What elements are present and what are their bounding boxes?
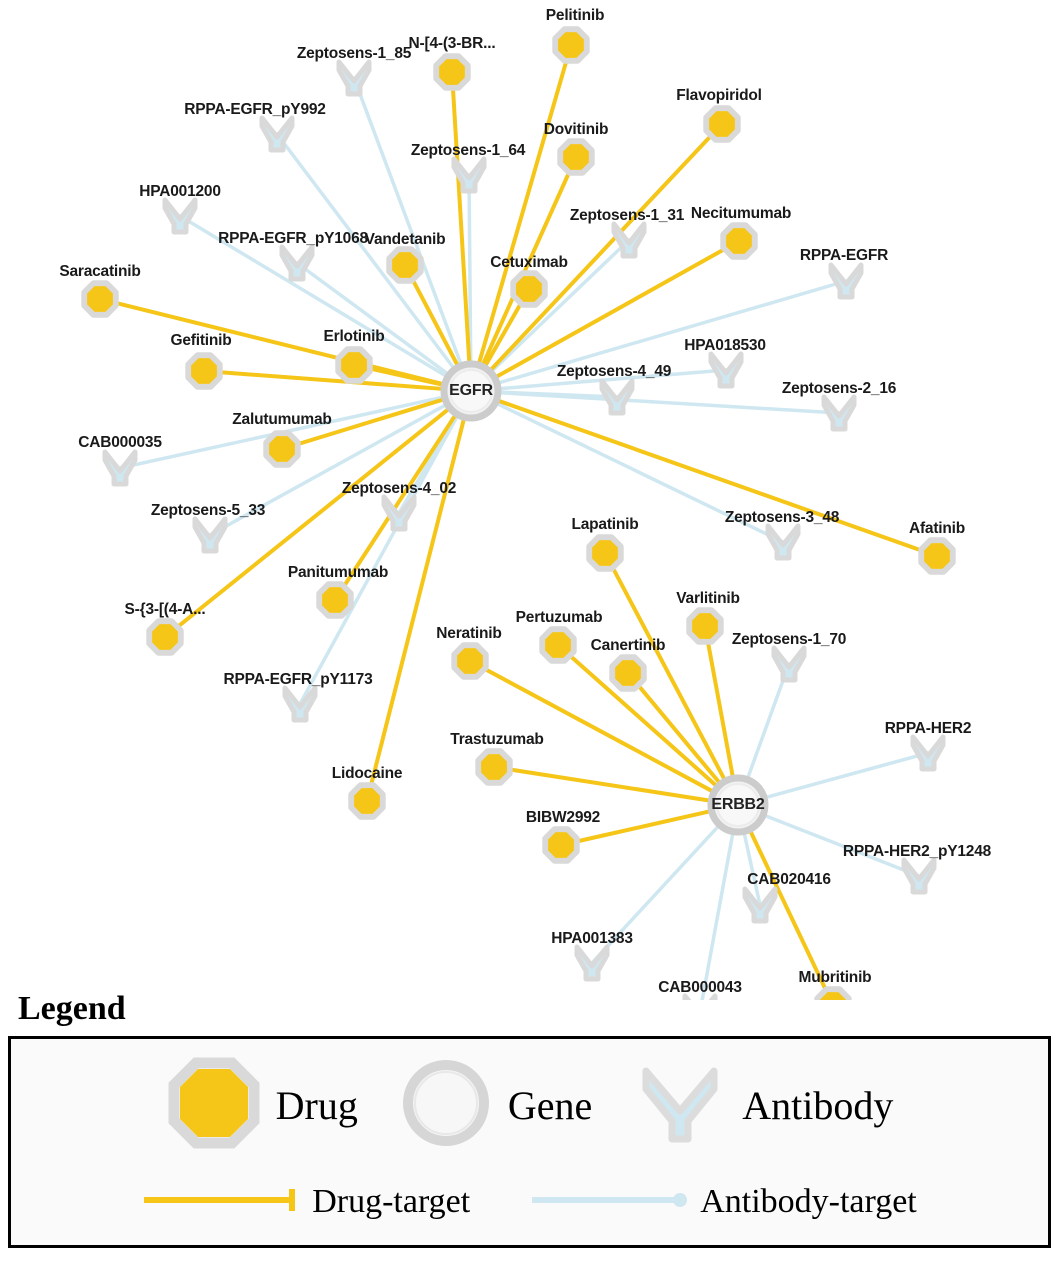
edge-drug-target — [705, 626, 740, 781]
legend-item-antibody — [632, 1055, 893, 1156]
drug-node[interactable] — [84, 283, 115, 314]
drug-node-label: Afatinib — [908, 520, 966, 537]
antibody-node-label: RPPA-HER2 — [884, 720, 972, 737]
antibody-node-label: HPA001383 — [551, 930, 633, 947]
antibody-node[interactable] — [831, 265, 861, 297]
antibody-node-label: RPPA-EGFR_pY1068 — [218, 230, 368, 247]
legend-item-gene — [398, 1055, 592, 1156]
antibody-node-label: Zeptosens-1_70 — [731, 631, 847, 648]
drug-node-label: Cetuximab — [490, 254, 568, 271]
antibody-node-label: HPA001200 — [139, 183, 221, 200]
drug-node[interactable] — [351, 785, 382, 816]
antibody-node[interactable] — [904, 860, 934, 892]
edge-antibody-target — [700, 826, 738, 1000]
drug-node[interactable] — [266, 433, 297, 464]
antibody-node[interactable] — [913, 737, 943, 769]
drug-node-label: Mubritinib — [798, 969, 872, 986]
antibody-node[interactable] — [165, 200, 195, 232]
legend-edge-items — [11, 1167, 1048, 1237]
drug-node[interactable] — [513, 273, 544, 304]
legend-box — [8, 1036, 1051, 1248]
edge-antibody-target — [300, 409, 463, 704]
gene-node-label: EGFR — [449, 382, 493, 399]
drug-node-label: Varlitinib — [676, 590, 740, 607]
drug-node-label: Flavopiridol — [676, 87, 762, 104]
drug-node-label: N-[4-(3-BR... — [408, 35, 496, 52]
antibody-node[interactable] — [745, 889, 775, 921]
drug-node-label: Pelitinib — [545, 7, 605, 24]
antibody-node[interactable] — [285, 688, 315, 720]
drug-node[interactable] — [612, 657, 643, 688]
antibody-node-label: HPA018530 — [684, 337, 766, 354]
drug-node-label: Trastuzumab — [450, 731, 544, 748]
legend — [8, 990, 1051, 1248]
antibody-node-label: Zeptosens-1_64 — [410, 142, 526, 159]
drug-node[interactable] — [560, 141, 591, 172]
drug-node[interactable] — [319, 584, 350, 615]
edge-drug-target — [471, 45, 571, 368]
edge-drug-target — [493, 393, 937, 556]
drug-node[interactable] — [545, 829, 576, 860]
legend-label-drug-target: Drug-target — [312, 1183, 471, 1220]
antibody-node[interactable] — [282, 247, 312, 279]
drug-node-label: Lapatinib — [571, 516, 639, 533]
antibody-node-label: CAB000043 — [658, 979, 742, 996]
drug-node[interactable] — [689, 610, 720, 641]
antibody-node-label: CAB020416 — [747, 871, 831, 888]
drug-node-label: Saracatinib — [59, 263, 141, 280]
antibody-node-label: CAB000035 — [78, 434, 162, 451]
drug-node[interactable] — [542, 629, 573, 660]
antibody-node-label: RPPA-HER2_pY1248 — [842, 843, 992, 860]
antibody-node[interactable] — [339, 62, 369, 94]
drug-icon — [166, 1055, 262, 1156]
drug-node[interactable] — [338, 349, 369, 380]
antibody-node-label: RPPA-EGFR_pY1173 — [223, 671, 373, 688]
antibody-node-label: Zeptosens-5_33 — [150, 502, 266, 519]
antibody-node-label: Zeptosens-3_48 — [724, 509, 840, 526]
drug-node[interactable] — [188, 355, 219, 386]
antibody-node-label: Zeptosens-2_16 — [781, 380, 897, 397]
drug-node-label: Gefitinib — [170, 332, 232, 349]
drug-node-label: Vandetanib — [364, 231, 446, 248]
legend-item-antibody-target — [530, 1183, 917, 1221]
drug-node-label: Canertinib — [590, 637, 666, 654]
antibody-node-label: Zeptosens-4_02 — [341, 480, 457, 497]
drug-node-label: Erlotinib — [323, 328, 385, 345]
antibody-node-label: RPPA-EGFR — [799, 247, 889, 264]
drug-node-label: Dovitinib — [543, 121, 609, 138]
legend-node-items — [11, 1055, 1048, 1155]
legend-item-drug — [166, 1055, 358, 1156]
drug-node-label: S-{3-[(4-A... — [124, 601, 206, 618]
drug-node-label: Panitumumab — [287, 564, 389, 581]
drug-node[interactable] — [454, 645, 485, 676]
antibody-node[interactable] — [774, 648, 804, 680]
legend-label-drug: Drug — [275, 1082, 358, 1128]
drug-edge-icon — [142, 1185, 302, 1220]
antibody-node-label: Zeptosens-1_85 — [296, 45, 412, 62]
drug-node-label: Neratinib — [436, 625, 502, 642]
drug-node-label: Zalutumumab — [232, 411, 332, 428]
antibody-node-label: Zeptosens-4_49 — [556, 363, 672, 380]
edge-antibody-target — [759, 753, 928, 803]
antibody-node-label: Zeptosens-1_31 — [569, 207, 685, 224]
drug-node[interactable] — [921, 540, 952, 571]
drug-node-label: BIBW2992 — [525, 809, 601, 826]
drug-node[interactable] — [436, 56, 467, 87]
drug-node[interactable] — [149, 621, 180, 652]
drug-node[interactable] — [555, 29, 586, 60]
antibody-node[interactable] — [824, 397, 854, 429]
antibody-edge-icon — [530, 1185, 690, 1220]
antibody-node[interactable] — [768, 526, 798, 558]
drug-node-label: Pertuzumab — [515, 609, 603, 626]
antibody-node[interactable] — [602, 381, 632, 413]
legend-title: Legend — [18, 990, 126, 1027]
legend-label-antibody: Antibody — [742, 1082, 894, 1128]
drug-node[interactable] — [706, 108, 737, 139]
antibody-icon — [632, 1055, 728, 1156]
antibody-node[interactable] — [577, 947, 607, 979]
antibody-node-label: RPPA-EGFR_pY992 — [184, 101, 326, 118]
drug-node[interactable] — [389, 249, 420, 280]
drug-node[interactable] — [478, 751, 509, 782]
legend-label-gene: Gene — [507, 1082, 593, 1128]
gene-node-label: ERBB2 — [711, 796, 765, 813]
edge-drug-target — [452, 72, 476, 365]
drug-node[interactable] — [589, 537, 620, 568]
antibody-node[interactable] — [711, 354, 741, 386]
drug-node-label: Lidocaine — [331, 765, 403, 782]
gene-icon — [398, 1055, 494, 1156]
antibody-node[interactable] — [105, 452, 135, 484]
legend-item-drug-target — [142, 1183, 470, 1221]
antibody-node[interactable] — [195, 519, 225, 551]
drug-node[interactable] — [723, 225, 754, 256]
drug-node-label: Necitumumab — [690, 205, 792, 222]
legend-label-antibody-target: Antibody-target — [700, 1183, 917, 1220]
